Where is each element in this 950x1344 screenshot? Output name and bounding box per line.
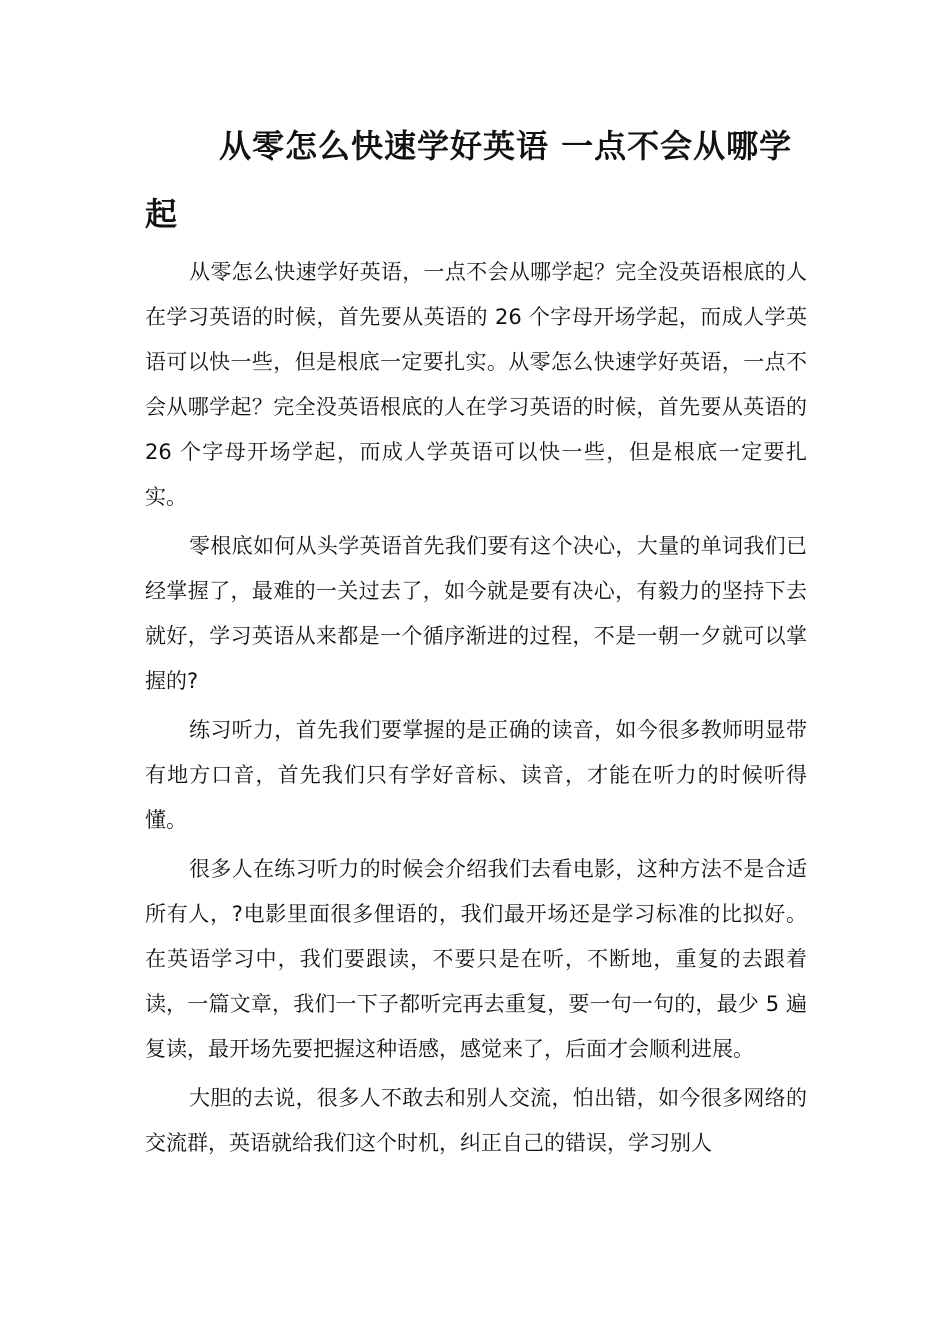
paragraph-4: 很多人在练习听力的时候会介绍我们去看电影，这种方法不是合适所有人，?电影里面很多俚语的，我们最开场还是学习标准的比拟好。在英语学习中，我们要跟读，不要只是在听，不断地，重复的去跟着读，一篇文章，我们一下子都听完再去重复，要一句一句的，最少 5 遍复读，最开场先要把握这种语感，感觉来了，后面才会顺利进展。 [145, 857, 807, 1061]
paragraph-1: 从零怎么快速学好英语，一点不会从哪学起？完全没英语根底的人在学习英语的时候，首先要从英语的 26 个字母开场学起，而成人学英语可以快一些，但是根底一定要扎实。从零怎么快速学好英语，一点不会从哪学起？完全没英语根底的人在学习英语的时候，首先要从英语的 26 个字母开场学起，而成人学英语可以快一些，但是根底一定要扎实。 [145, 260, 807, 509]
paragraph-2: 零根底如何从头学英语首先我们要有这个决心，大量的单词我们已经掌握了，最难的一关过去了，如今就是要有决心，有毅力的坚持下去就好，学习英语从来都是一个循序渐进的过程，不是一朝一夕就可以掌握的? [145, 534, 807, 693]
paragraph-5: 大胆的去说，很多人不敢去和别人交流，怕出错，如今很多网络的交流群，英语就给我们这个时机，纠正自己的错误，学习别人 [145, 1086, 807, 1155]
paragraph-3: 练习听力，首先我们要掌握的是正确的读音，如今很多教师明显带有地方口音，首先我们只有学好音标、读音，才能在听力的时候听得懂。 [145, 718, 807, 832]
document-title: 从零怎么快速学好英语 一点不会从哪学起 [145, 127, 793, 233]
document-body [145, 250, 807, 1170]
